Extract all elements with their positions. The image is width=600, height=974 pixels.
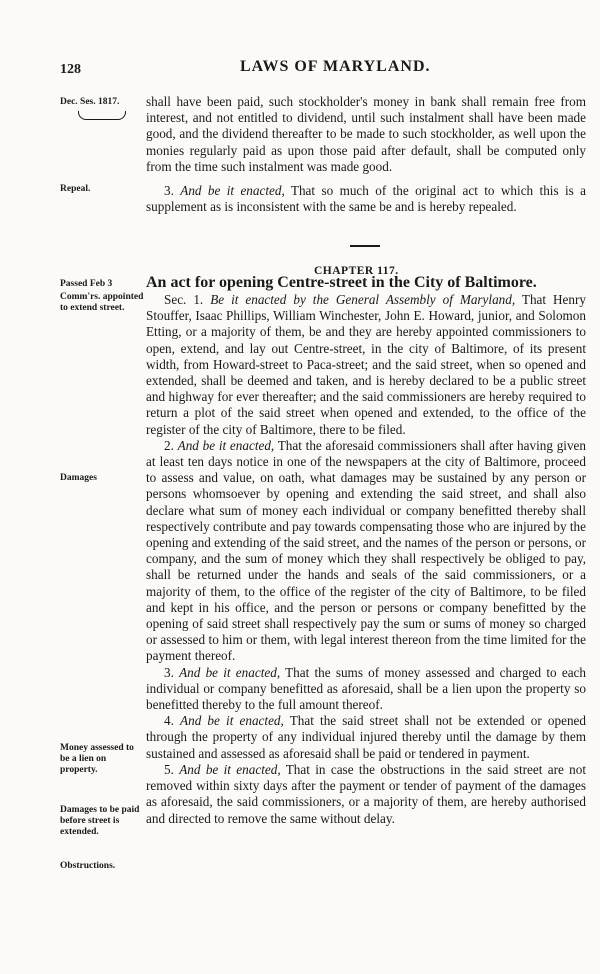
chapter-heading: CHAPTER 117.: [314, 265, 399, 277]
section-divider: [350, 245, 380, 247]
section-2: [146, 438, 586, 665]
section-lead: Sec. 1.: [164, 292, 211, 307]
section-lead: 3.: [164, 183, 181, 199]
margin-passed: Passed Feb 3: [60, 279, 113, 289]
section-lead: 4.: [164, 713, 181, 729]
section-text: That so much of the original act to which this is a supplement as is inconsistent with the same be and is hereby repealed.: [146, 183, 586, 215]
enacting-clause: And be it enacted,: [180, 713, 284, 729]
section-3: [146, 665, 586, 714]
section-text: That the sums of money assessed and charged to each individual or company benefitted as aforesaid, shall be a lien upon the property so benefitted thereby to the full amount thereof.: [146, 664, 587, 713]
enacting-clause: And be it enacted,: [179, 664, 281, 680]
section-lead: 3.: [164, 664, 180, 680]
margin-money-assessed: Money assessed to be a lien on property.: [60, 743, 134, 775]
section-text: That in case the obstructions in the said street are not removed within sixty days after the payment or tender of payment of the damages as aforesaid, the said commissioners, or a majority of them, are hereby authorised and directed to remove the same without delay.: [146, 761, 587, 826]
margin-damages-paid: Damages to be paid before street is extended.: [60, 805, 140, 837]
margin-obstructions: Obstructions.: [60, 861, 116, 871]
section-3-repeal: [146, 183, 586, 215]
brace-mark: [78, 111, 126, 120]
top-text-block: [146, 94, 586, 215]
section-4: [146, 713, 586, 762]
page-number: 128: [60, 62, 81, 77]
margin-date: Dec. Ses. 1817.: [60, 97, 120, 107]
section-lead: 5.: [164, 761, 180, 777]
enacting-clause: And be it enacted,: [180, 183, 285, 199]
act-title: An act for opening Centre-street in the City of Baltimore.: [146, 274, 537, 291]
act-body: [146, 292, 586, 827]
enacting-clause: And be it enacted,: [179, 761, 281, 777]
section-lead: 2.: [164, 437, 178, 453]
section-text: That the aforesaid commissioners shall after having given at least ten days notice in one of the newspapers at the city of Baltimore, proceed to assess and value, on oath, what damages may be sustained by any person or persons whomsoever by opening and extending the said street, and shall also declare what sum of money each individual or company benefitted thereby shall respectively contribute and pay towards compensating those who are injured by the opening and extending of the said street, and the names of the person or persons, or company, and the sum of money which they shall respectively be obliged to pay, shall be returned under the hands and seals of the said commissioners, or a majority of them, to the office of the register of the city of Baltimore, to be filed and kept in his office, and the person or persons or company benefitted by the opening of said street shall respectively pay the sum or sums of money so charged or assessed to him or them, with legal interest thereon from the time limited for the payment thereof.: [146, 437, 586, 664]
section-1: [146, 292, 586, 438]
running-head: LAWS OF MARYLAND.: [240, 58, 431, 75]
section-text: That Henry Stouffer, Isaac Phillips, William Winchester, John E. Howard, junior, and Solomon Etting, or a majority of them, be and they are hereby appointed commissioners to open, extend, and lay out Centre-street, in the city of Baltimore, of its present width, from Howard-street to Paca-street; and the said street, when so opened and extended, shall be deemed and taken, and is hereby declared to be a public street and highway for ever thereafter; and the said commissioners are hereby required to return a plot of the said street when opened and extended, to the office of the register of the city of Baltimore, there to be filed.: [146, 292, 586, 437]
enacting-clause: Be it enacted by the General Assembly of Maryland,: [210, 292, 516, 307]
margin-commissioners: Comm'rs. appointed to extend street.: [60, 292, 144, 313]
margin-repeal: Repeal.: [60, 184, 91, 194]
continued-paragraph: shall have been paid, such stockholder's money in bank shall remain free from interest, and not entitled to dividend, until such instalment shall have been made good, and the dividend thereafter to be made to such stockholder, as well upon the monies regularly paid as upon those paid after default, shall be computed only from the time such instalment was made good.: [146, 94, 586, 174]
section-text: That the said street shall not be extended or opened through the property of any individual injured thereby until the damage by them sustained and assessed as aforesaid shall be paid or tendered in payment.: [146, 713, 586, 761]
margin-damages: Damages: [60, 473, 97, 483]
section-5: [146, 762, 586, 827]
enacting-clause: And be it enacted,: [177, 437, 275, 453]
